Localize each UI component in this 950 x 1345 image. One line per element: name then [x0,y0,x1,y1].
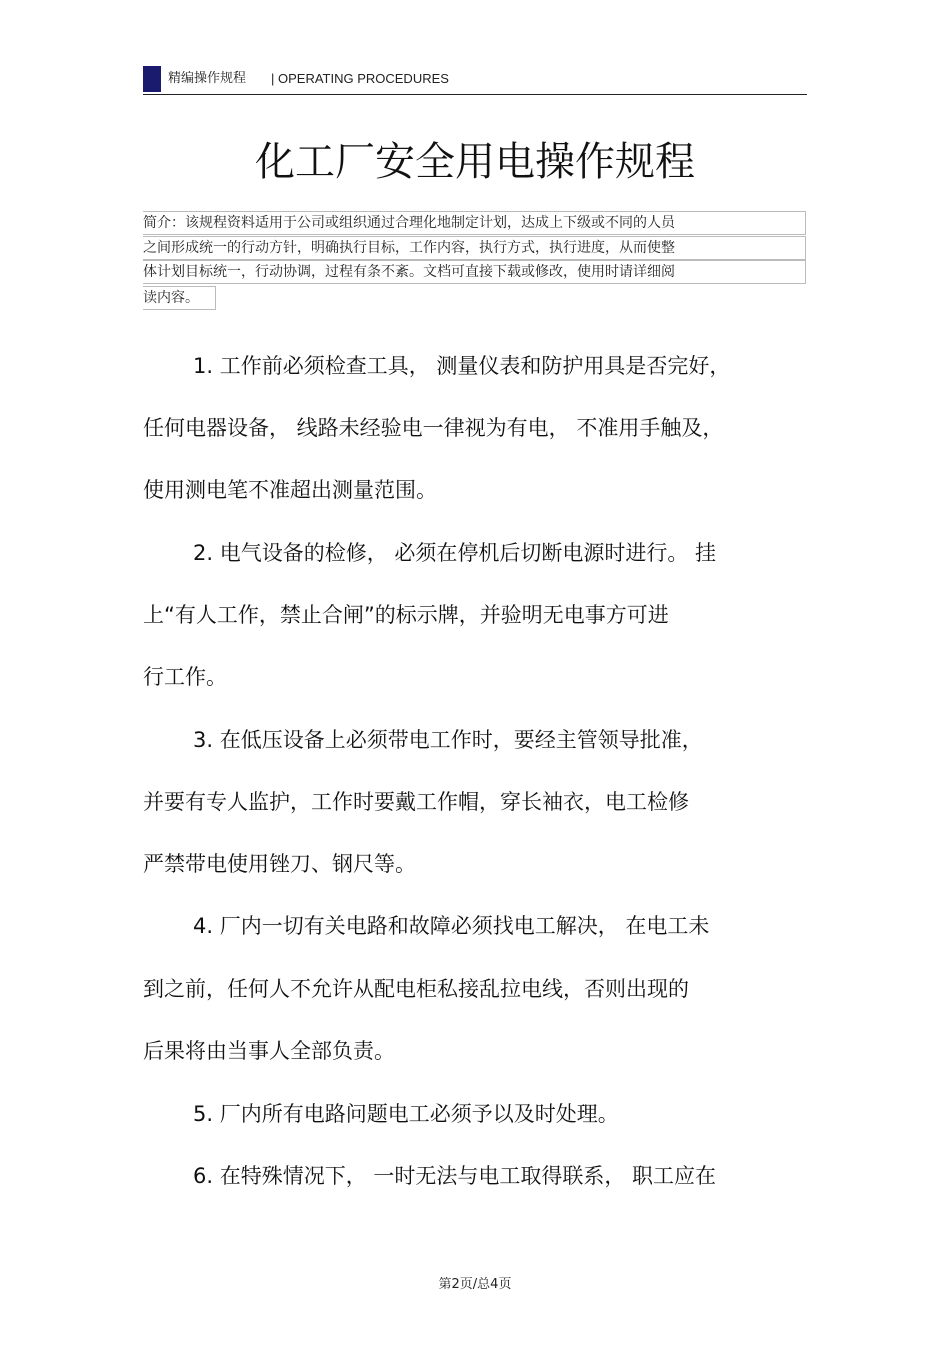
body-line-2: 任何电器设备， 线路未经验电一律视为有电， 不准用手触及， [143,416,724,440]
summary-line-2: 之间形成统一的行动方针，明确执行目标，工作内容，执行方式，执行进度，从而使整 [143,240,675,256]
summary-line-3: 体计划目标统一，行动协调，过程有条不紊。文档可直接下载或修改，使用时请详细阅 [143,264,675,280]
body-line-14: 6. 在特殊情况下， 一时无法与电工取得联系， 职工应在 [193,1164,717,1188]
body-line-8: 并要有专人监护，工作时要戴工作帽，穿长袖衣，电工检修 [143,790,689,814]
summary-line-4: 读内容。 [143,290,199,306]
page-title: 化工厂安全用电操作规程 [255,139,695,185]
body-line-11: 到之前，任何人不允许从配电柜私接乱拉电线，否则出现的 [143,977,689,1001]
logo-icon [143,66,161,92]
body-line-4: 2. 电气设备的检修， 必须在停机后切断电源时进行。 挂 [193,541,717,565]
body-line-12: 后果将由当事人全部负责。 [143,1039,395,1063]
body-line-6: 行工作。 [143,665,227,689]
body-line-13: 5. 厂内所有电路问题电工必须予以及时处理。 [193,1102,619,1126]
page-footer: 第2页/总4页 [438,1277,512,1292]
summary-line-1: 简介：该规程资料适用于公司或组织通过合理化地制定计划，达成上下级或不同的人员 [143,215,675,231]
body-line-9: 严禁带电使用锉刀、钢尺等。 [143,852,416,876]
header-left-text: 精编操作规程 [168,71,247,86]
body-line-1: 1. 工作前必须检查工具， 测量仪表和防护用具是否完好， [193,354,731,378]
page-header [143,66,807,95]
body-line-3: 使用测电笔不准超出测量范围。 [143,478,437,502]
header-right-text: | OPERATING PROCEDURES [271,71,449,86]
body-line-7: 3. 在低压设备上必须带电工作时，要经主管领导批准， [193,728,703,752]
body-line-10: 4. 厂内一切有关电路和故障必须找电工解决， 在电工未 [193,914,710,938]
body-line-5: 上“有人工作，禁止合闸”的标示牌，并验明无电事方可进 [143,603,669,627]
